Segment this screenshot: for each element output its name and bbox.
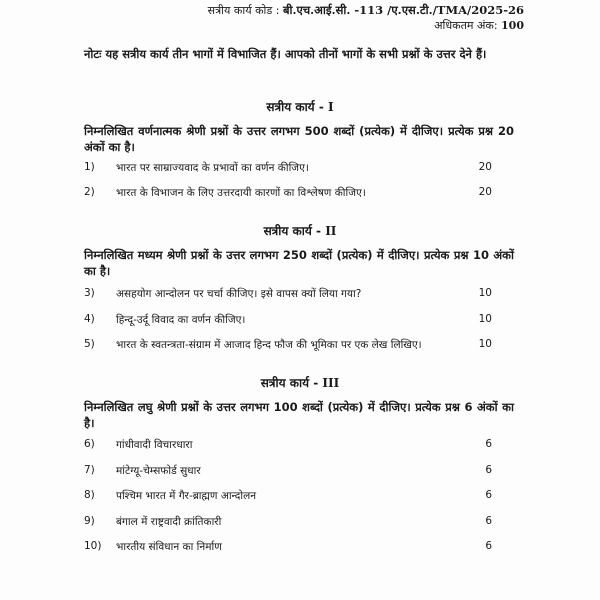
question-row bbox=[84, 313, 514, 329]
question-number: 4) bbox=[84, 313, 95, 325]
question-number: 2) bbox=[84, 186, 95, 198]
question-row bbox=[84, 186, 514, 202]
question-marks: 20 bbox=[478, 161, 492, 173]
question-number: 1) bbox=[84, 161, 95, 173]
question-row bbox=[84, 515, 514, 531]
max-marks-value: 100 bbox=[501, 19, 524, 32]
section-3-instruction: निम्नलिखित लघु श्रेणी प्रश्नों के उत्तर लगभग 100 शब्दों (प्रत्येक) में दीजिए। प्रत्येक प्रश्न 6 अंकों का है। bbox=[84, 400, 514, 430]
question-row bbox=[84, 489, 514, 505]
question-text: भारत के विभाजन के लिए उत्तरदायी कारणों का विश्लेषण कीजिए। bbox=[116, 187, 366, 199]
question-number: 3) bbox=[84, 287, 95, 299]
section-title-1 bbox=[0, 98, 600, 115]
section-numeral: I bbox=[328, 100, 334, 114]
section-numeral: III bbox=[322, 376, 340, 390]
question-number: 6) bbox=[84, 438, 95, 450]
question-marks: 6 bbox=[485, 515, 492, 527]
assignment-code-label: सत्रीय कार्य कोड : bbox=[207, 4, 280, 17]
section-1-instruction: निम्नलिखित वर्णनात्मक श्रेणी प्रश्नों के उत्तर लगभग 500 शब्दों (प्रत्येक) में दीजिए। प्रत्येक प्रश्न 20 अंकों का है। bbox=[84, 124, 514, 154]
question-marks: 10 bbox=[478, 313, 492, 325]
section-numeral: II bbox=[325, 224, 337, 238]
section-title-text: सत्रीय कार्य - bbox=[266, 100, 324, 114]
question-marks: 10 bbox=[478, 287, 492, 299]
question-row bbox=[84, 438, 514, 454]
question-text: मांटेग्यू-चेम्सफोर्ड सुधार bbox=[116, 465, 201, 477]
question-text: हिन्दू-उर्दू विवाद का वर्णन कीजिए। bbox=[116, 314, 246, 326]
section-title-text: सत्रीय कार्य - bbox=[260, 376, 319, 390]
question-marks: 6 bbox=[485, 540, 492, 552]
question-text: असहयोग आन्दोलन पर चर्चा कीजिए। इसे वापस क्यों लिया गया? bbox=[116, 288, 362, 300]
question-marks: 10 bbox=[478, 338, 492, 350]
section-title-2 bbox=[0, 222, 600, 239]
section-title-3 bbox=[0, 374, 600, 391]
section-title-text: सत्रीय कार्य - bbox=[263, 224, 321, 238]
assignment-code-value: बी.एच.आई.सी. -113 /ए.एस.टी./TMA/2025-26 bbox=[282, 3, 524, 17]
assignment-code-line bbox=[208, 3, 524, 18]
question-number: 9) bbox=[84, 515, 95, 527]
question-text: पश्चिम भारत में गैर-ब्राह्मण आन्दोलन bbox=[116, 490, 257, 502]
question-marks: 20 bbox=[478, 186, 492, 198]
max-marks-line bbox=[208, 18, 524, 33]
note-paragraph: नोटः यह सत्रीय कार्य तीन भागों में विभाजित हैं। आपको तीनों भागों के सभी प्रश्नों के उत्तर देने हैं। bbox=[84, 47, 487, 61]
question-text: भारतीय संविधान का निर्माण bbox=[116, 541, 222, 553]
question-number: 5) bbox=[84, 338, 95, 350]
question-row bbox=[84, 464, 514, 480]
question-marks: 6 bbox=[485, 464, 492, 476]
question-text: बंगाल में राष्ट्रवादी क्रांतिकारी bbox=[116, 516, 222, 528]
question-text: भारत पर साम्राज्यवाद के प्रभावों का वर्णन कीजिए। bbox=[116, 162, 309, 174]
question-text: भारत के स्वतन्त्रता-संग्राम में आजाद हिन्द फौज की भूमिका पर एक लेख लिखिए। bbox=[116, 339, 422, 351]
question-number: 10) bbox=[84, 540, 102, 552]
question-number: 7) bbox=[84, 464, 95, 476]
question-row bbox=[84, 287, 514, 303]
section-2-instruction: निम्नलिखित मध्यम श्रेणी प्रश्नों के उत्तर लगभग 250 शब्दों (प्रत्येक) में दीजिए। प्रत्येक प्रश्न 10 अंकों का है। bbox=[84, 248, 514, 278]
question-row bbox=[84, 161, 514, 177]
question-marks: 6 bbox=[485, 438, 492, 450]
question-text: गांधीवादी विचारधारा bbox=[116, 439, 193, 451]
question-row bbox=[84, 338, 514, 354]
question-number: 8) bbox=[84, 489, 95, 501]
question-marks: 6 bbox=[485, 489, 492, 501]
document-header bbox=[208, 3, 524, 33]
max-marks-label: अधिकतम अंक: bbox=[434, 19, 498, 32]
question-row bbox=[84, 540, 514, 556]
